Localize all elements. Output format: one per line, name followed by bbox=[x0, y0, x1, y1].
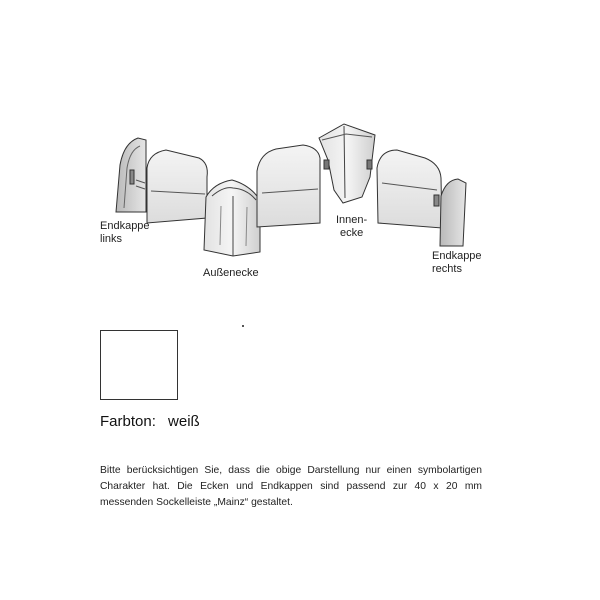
skirting-segment-middle bbox=[257, 145, 320, 227]
skirting-segment-right bbox=[377, 150, 442, 228]
inner-corner-part bbox=[319, 124, 375, 203]
color-label: Farbton: bbox=[100, 413, 156, 430]
skirting-segment-left bbox=[147, 150, 207, 223]
stray-dot bbox=[242, 325, 244, 327]
label-outer-corner: Außenecke bbox=[203, 267, 259, 279]
color-value: weiß bbox=[168, 413, 200, 430]
color-swatch bbox=[100, 330, 178, 400]
color-info bbox=[100, 413, 200, 430]
disclaimer-note: Bitte berücksichtigen Sie, dass die obige Darstellung nur einen symbolartigen Charakter hat. Die Ecken und Endkappen sind passend zur 40 x 20 mm messenden Sockelleiste „Mainz“ gestaltet. bbox=[100, 465, 482, 508]
end-cap-left-part bbox=[116, 138, 146, 212]
label-inner-corner: Innen- ecke bbox=[336, 214, 368, 239]
outer-corner-part bbox=[204, 180, 260, 256]
label-end-cap-right: Endkappe rechts bbox=[432, 250, 482, 275]
label-end-cap-left: Endkappe links bbox=[100, 220, 150, 245]
